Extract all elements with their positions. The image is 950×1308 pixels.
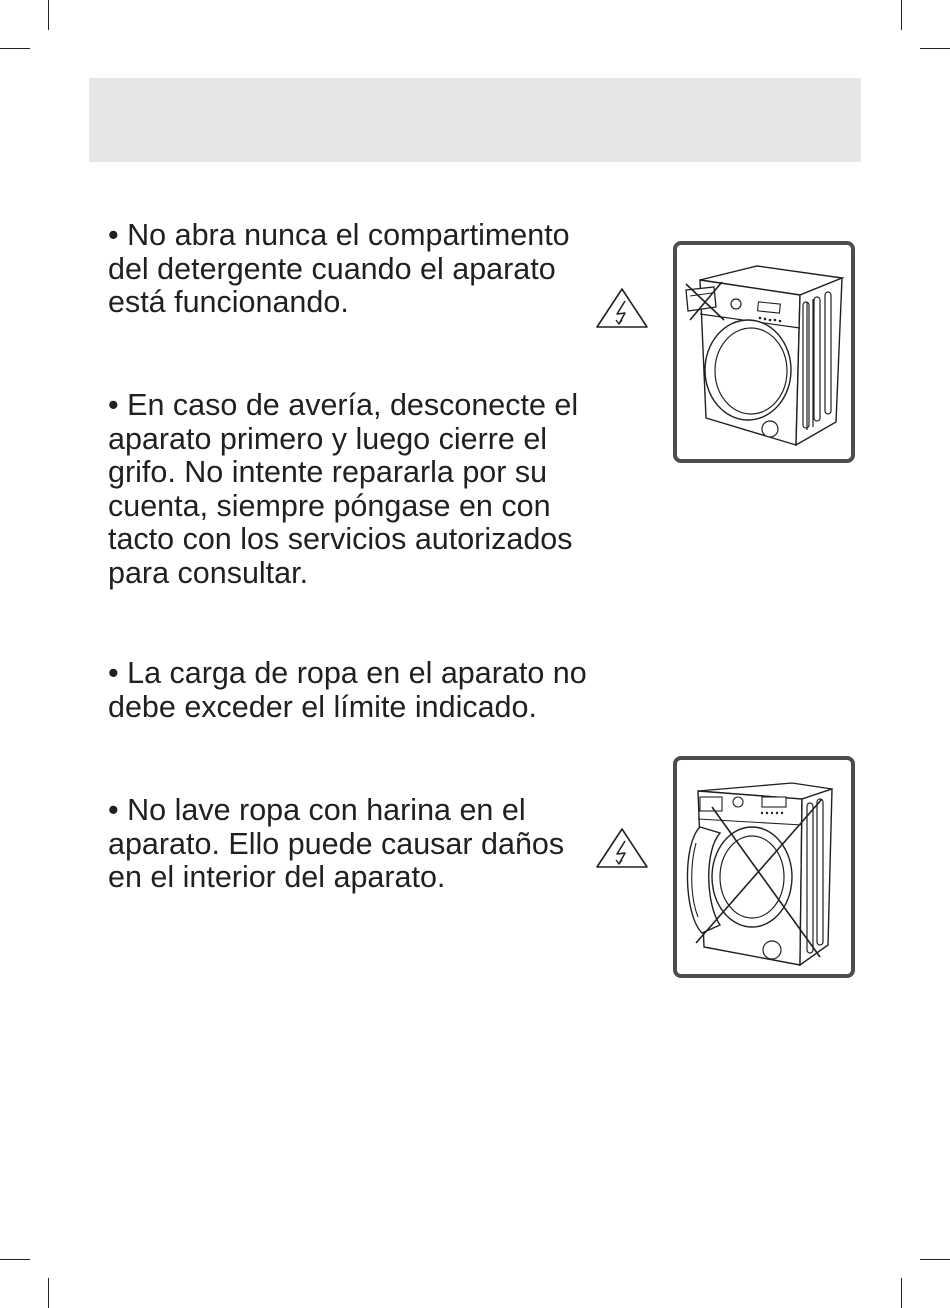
crop-mark xyxy=(0,48,30,49)
text-line: • No lave ropa con harina en el xyxy=(108,793,526,827)
crop-mark xyxy=(920,48,950,49)
instruction-load-limit xyxy=(108,657,648,724)
text-line: para consultar. xyxy=(108,555,309,590)
text-line: cuenta, siempre póngase en con xyxy=(108,488,551,523)
washer-detergent-drawer-illustration xyxy=(672,240,856,464)
text-line: aparato. Ello puede causar daños xyxy=(108,826,565,861)
text-line: debe exceder el límite indicado. xyxy=(108,689,537,724)
text-line: en el interior del aparato. xyxy=(108,860,446,894)
instruction-breakdown xyxy=(108,389,648,590)
washer-open-door-illustration xyxy=(672,755,856,979)
crop-mark xyxy=(48,0,49,30)
text-line: tacto con los servicios autorizados xyxy=(108,522,573,556)
text-line: • No abra nunca el compartimento xyxy=(108,218,570,252)
instruction-detergent-compartment xyxy=(108,219,648,320)
text-line: • En caso de avería, desconecte el xyxy=(108,388,579,422)
text-line: grifo. No intente repararla por su xyxy=(108,455,548,489)
crop-mark xyxy=(920,1259,950,1260)
electric-hazard-icon xyxy=(594,286,650,330)
crop-mark xyxy=(901,0,902,30)
text-line: del detergente cuando el aparato xyxy=(108,251,556,286)
crop-mark xyxy=(901,1278,902,1308)
text-line: está funcionando. xyxy=(108,285,349,319)
crop-mark xyxy=(0,1259,30,1260)
header-band xyxy=(89,78,861,162)
crop-mark xyxy=(48,1278,49,1308)
instruction-flour xyxy=(108,794,648,895)
text-line: • La carga de ropa en el aparato no xyxy=(108,656,587,690)
text-line: aparato primero y luego cierre el xyxy=(108,421,548,456)
electric-hazard-icon xyxy=(594,826,650,870)
